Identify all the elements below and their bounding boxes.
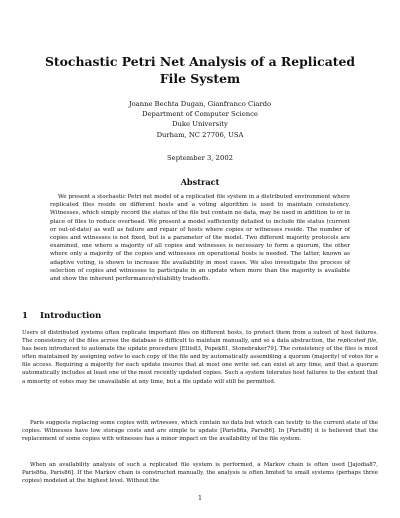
paper-title: Stochastic Petri Net Analysis of a Replicated File System [44,54,356,86]
paragraph-1-text-c: to each copy of the file and by automatically assembling a quorum (majority) of votes for a file access. Requiring a majority for each update insures that at most one write set can exist at any time, and that a quorum automatically includes at least one of the most recently updated copies. Such a system tolerates host failures to the extent that a minority of votes may be unavailable at any time, but a file update will still be permitted. [22,354,378,385]
paragraph-2 [22,419,378,443]
emphasis-votes: votes [108,354,123,361]
paragraph-1-text-a: Users of distributed systems often replicate important files on different hosts, to protect them from a subset of host failures. The consistency of the files across the database is difficult to maintain manually, and so a data abstraction, the [22,330,378,345]
paragraph-3: When an availability analysis of such a replicated file system is performed, a Markov chain is often used [Jajodia87, Paris86a, Paris86]. If the Markov chain is constructed manually, the analysis is often limited to small systems (perhaps three copies) modeled at the highest level. Without the [22,462,378,485]
paragraph-1-text-b: , has been introduced to automate the update procedure [Ellis83, Popek81, Stonebraker79]. The consistency of the files is most often maintained by assigning [22,338,379,361]
authors: Joanne Bechta Dugan, Gianfranco Ciardo [128,100,272,108]
emphasis-replicated-file: replicated file [337,338,377,345]
section-heading [22,311,101,321]
page-number: 1 [198,495,202,502]
department: Department of Computer Science [142,110,258,119]
university: Duke University [172,120,228,129]
section-title: Introduction [40,311,102,321]
abstract-heading: Abstract [180,177,220,187]
emphasis-witnesses: witnesses [150,420,178,426]
section-number: 1 [22,311,28,321]
paper-date: September 3, 2002 [167,154,233,162]
paragraph-2-text-a: Paris suggests replacing some copies with [30,420,151,426]
paragraph-1 [22,329,378,386]
location: Durham, NC 27706, USA [156,130,244,139]
paragraph-2-text-b: , which contain no data but which can testify to the current state of the copies. Witnesses have low storage costs and are simple to update [Paris86a, Paris86]. In [Paris86] it is believed that the replacement of some copies with witnesses has a minor impact on the availability of the file system. [22,420,378,443]
author-block [40,99,360,140]
abstract-text: We present a stochastic Petri net model of a replicated file system in a distributed environment where replicated files reside on different hosts and a voting algorithm is used to maintain consistency. Witnesses, which simply record the status of the file but contain no data, may be used in addition to or in place of files to reduce overhead. We present a model sufficiently detailed to include file status (current or out-of-date) as well as failure and repair of hosts where copies or witnesses reside. The number of copies and witnesses is not fixed, but is a parameter of the model. Two different majority protocols are examined, one where a majority of all copies and witnesses is necessary to form a quorum, the other where only a majority of the copies and witnesses on operational hosts is needed. The latter, known as adaptive voting, is shown to increase file availability in most cases. We also investigate the process of selection of copies and witnesses to participate in an update when more than the majority is available and show the inherent performance/reliability tradeoffs. [50,194,350,283]
